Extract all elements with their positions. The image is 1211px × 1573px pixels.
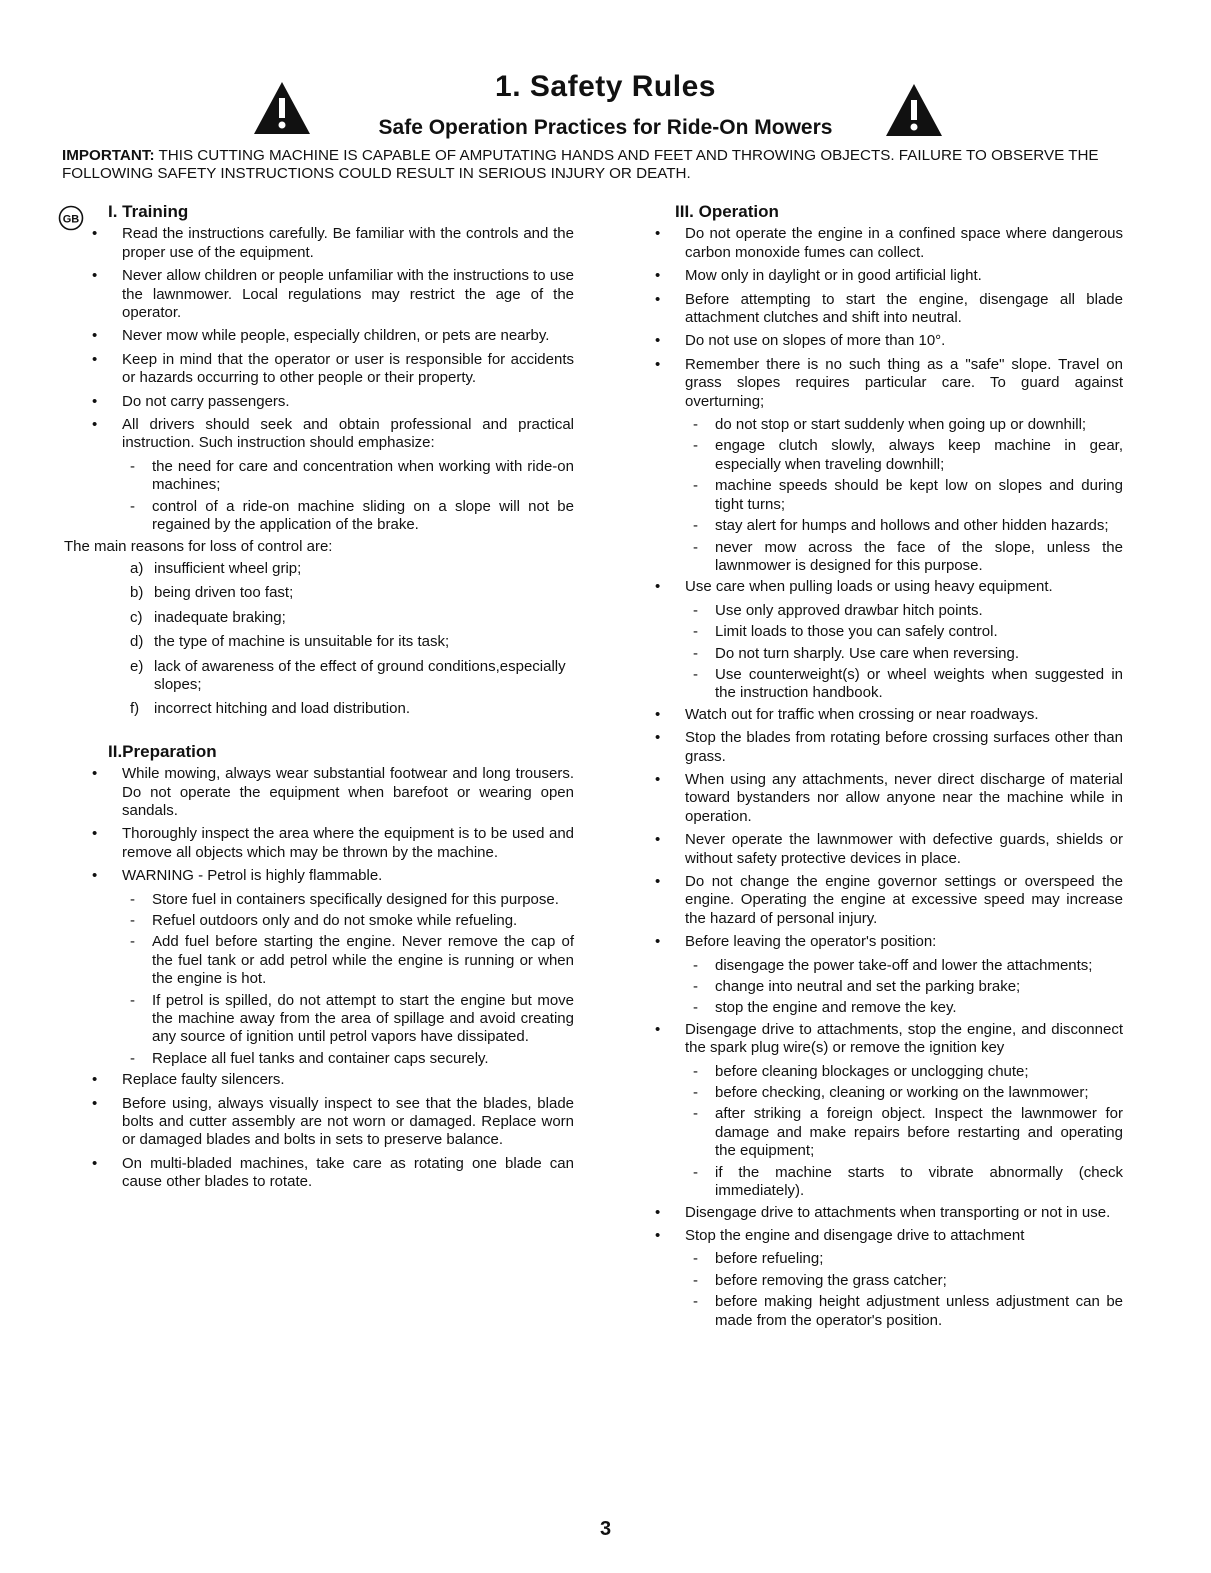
list-item: • Before using, always visually inspect to see that the blades, blade bolts and cutter assembly are not worn or damaged. Replace worn or damaged blades and bolts in sets to preserve balance.	[92, 1095, 574, 1150]
sub-list-item: - Use counterweight(s) or wheel weights when suggested in the instruction handbook.	[655, 666, 1123, 703]
sub-list-item: - stop the engine and remove the key.	[655, 999, 1123, 1017]
reason-item	[92, 560, 574, 578]
sub-list-item: - before refueling;	[655, 1250, 1123, 1268]
sub-list-item: - Do not turn sharply. Use care when reversing.	[655, 645, 1123, 663]
reason-item	[92, 609, 574, 627]
reason-text: insufficient wheel grip;	[154, 559, 302, 577]
list-item: • Never mow while people, especially children, or pets are nearby.	[92, 327, 574, 345]
reason-label: e)	[130, 657, 144, 675]
important-text: THIS CUTTING MACHINE IS CAPABLE OF AMPUTATING HANDS AND FEET AND THROWING OBJECTS. FAILURE TO OBSERVE THE FOLLOWING SAFETY INSTRUCTIONS COULD RESULT IN SERIOUS INJURY OR DEATH.	[62, 147, 1099, 182]
preparation-heading: II.Preparation	[108, 741, 217, 761]
sub-list-item: - before checking, cleaning or working on the lawnmower;	[655, 1084, 1123, 1102]
list-item: • Thoroughly inspect the area where the equipment is to be used and remove all objects which may be thrown by the machine.	[92, 825, 574, 862]
sub-list-item: - before making height adjustment unless adjustment can be made from the operator's position.	[655, 1293, 1123, 1330]
reason-text: inadequate braking;	[154, 608, 286, 626]
list-item: • Before attempting to start the engine, disengage all blade attachment clutches and shift into neutral.	[655, 291, 1123, 328]
list-item: • Watch out for traffic when crossing or near roadways.	[655, 706, 1123, 724]
list-item: • Replace faulty silencers.	[92, 1071, 574, 1089]
sub-list-item: - before removing the grass catcher;	[655, 1272, 1123, 1290]
list-item: • Disengage drive to attachments when transporting or not in use.	[655, 1204, 1123, 1222]
important-label: IMPORTANT:	[62, 147, 155, 164]
list-item: • Do not change the engine governor settings or overspeed the engine. Operating the engine at excessive speed may increase the hazard of personal injury.	[655, 873, 1123, 928]
training-heading: I. Training	[108, 202, 189, 221]
list-item: • Remember there is no such thing as a "safe" slope. Travel on grass slopes requires particular care. To guard against overturning;	[655, 356, 1123, 411]
list-item: • On multi-bladed machines, take care as rotating one blade can cause other blades to rotate.	[92, 1155, 574, 1192]
list-item: • WARNING - Petrol is highly flammable.	[92, 867, 574, 885]
list-item: • Do not carry passengers.	[92, 393, 574, 411]
sub-list-item: - stay alert for humps and hollows and other hidden hazards;	[655, 517, 1123, 535]
list-item: • All drivers should seek and obtain professional and practical instruction. Such instruction should emphasize:	[92, 416, 574, 453]
important-notice	[62, 147, 1142, 183]
reason-label: f)	[130, 700, 140, 718]
sub-list-item: - the need for care and concentration when working with ride-on machines;	[92, 458, 574, 495]
sub-list-item: - If petrol is spilled, do not attempt to start the engine but move the machine away from the area of spillage and avoid creating any source of ignition until petrol vapors have dissipated.	[92, 992, 574, 1047]
list-item: • Before leaving the operator's position:	[655, 933, 1123, 951]
page-subtitle: Safe Operation Practices for Ride-On Mowers	[378, 116, 833, 139]
list-item: • Read the instructions carefully. Be familiar with the controls and the proper use of the equipment.	[92, 225, 574, 262]
reasons-intro: The main reasons for loss of control are:	[64, 537, 333, 555]
list-item: • Stop the engine and disengage drive to attachment	[655, 1227, 1123, 1245]
page-title: 1. Safety Rules	[495, 70, 716, 103]
sub-list-item: - machine speeds should be kept low on slopes and during tight turns;	[655, 477, 1123, 514]
sub-list-item: - do not stop or start suddenly when going up or downhill;	[655, 416, 1123, 434]
reason-item	[92, 633, 574, 651]
reason-text: the type of machine is unsuitable for its task;	[154, 633, 450, 651]
list-item: • Stop the blades from rotating before crossing surfaces other than grass.	[655, 729, 1123, 766]
sub-list-item: - never mow across the face of the slope, unless the lawnmower is designed for this purpose.	[655, 539, 1123, 576]
reason-item	[92, 700, 574, 718]
sub-list-item: - Use only approved drawbar hitch points.	[655, 602, 1123, 620]
sub-list-item: - Add fuel before starting the engine. Never remove the cap of the fuel tank or add petrol while the engine is running or when the engine is hot.	[92, 933, 574, 988]
reason-item	[92, 584, 574, 602]
list-item: • While mowing, always wear substantial footwear and long trousers. Do not operate the equipment when barefoot or wearing open sandals.	[92, 765, 574, 820]
sub-list-item: - change into neutral and set the parking brake;	[655, 978, 1123, 996]
reason-text: being driven too fast;	[154, 584, 294, 602]
gb-badge-label: GB	[62, 213, 80, 226]
operation-heading: III. Operation	[675, 202, 779, 221]
sub-list-item: - disengage the power take-off and lower the attachments;	[655, 957, 1123, 975]
list-item: • Mow only in daylight or in good artificial light.	[655, 267, 1123, 285]
sub-list-item: - Limit loads to those you can safely control.	[655, 623, 1123, 641]
sub-list-item: - control of a ride-on machine sliding on a slope will not be regained by the application of the brake.	[92, 498, 574, 535]
reason-item	[92, 658, 574, 695]
list-item: • Keep in mind that the operator or user is responsible for accidents or hazards occurring to other people or their property.	[92, 351, 574, 388]
sub-list-item: - Store fuel in containers specifically designed for this purpose.	[92, 891, 574, 909]
list-item: • When using any attachments, never direct discharge of material toward bystanders nor allow anyone near the machine while in operation.	[655, 771, 1123, 826]
reason-label: b)	[130, 584, 144, 602]
reason-label: a)	[130, 559, 144, 577]
sub-list-item: - if the machine starts to vibrate abnormally (check immediately).	[655, 1164, 1123, 1201]
sub-list-item: - after striking a foreign object. Inspect the lawnmower for damage and make repairs before restarting and operating the equipment;	[655, 1105, 1123, 1160]
page-number: 3	[599, 1518, 612, 1540]
list-item: • Never operate the lawnmower with defective guards, shields or without safety protective devices in place.	[655, 831, 1123, 868]
right-column	[655, 203, 1123, 1333]
sub-list-item: - before cleaning blockages or unclogging chute;	[655, 1063, 1123, 1081]
reason-label: d)	[130, 633, 144, 651]
list-item: • Do not operate the engine in a confined space where dangerous carbon monoxide fumes can collect.	[655, 225, 1123, 262]
reason-text: lack of awareness of the effect of ground conditions,especially slopes;	[154, 657, 566, 693]
warning-triangle-icon	[884, 82, 944, 138]
page-header	[0, 0, 1211, 200]
reason-label: c)	[130, 608, 143, 626]
sub-list-item: - engage clutch slowly, always keep machine in gear, especially when traveling downhill;	[655, 437, 1123, 474]
reason-text: incorrect hitching and load distribution.	[154, 700, 410, 718]
list-item: • Use care when pulling loads or using heavy equipment.	[655, 578, 1123, 596]
list-item: • Do not use on slopes of more than 10°.	[655, 332, 1123, 350]
gb-language-badge-icon	[58, 205, 84, 231]
list-item: • Never allow children or people unfamiliar with the instructions to use the lawnmower. Local regulations may restrict the age of the operator.	[92, 267, 574, 322]
sub-list-item: - Replace all fuel tanks and container caps securely.	[92, 1050, 574, 1068]
sub-list-item: - Refuel outdoors only and do not smoke while refueling.	[92, 912, 574, 930]
list-item: • Disengage drive to attachments, stop the engine, and disconnect the spark plug wire(s) or remove the ignition key	[655, 1021, 1123, 1058]
